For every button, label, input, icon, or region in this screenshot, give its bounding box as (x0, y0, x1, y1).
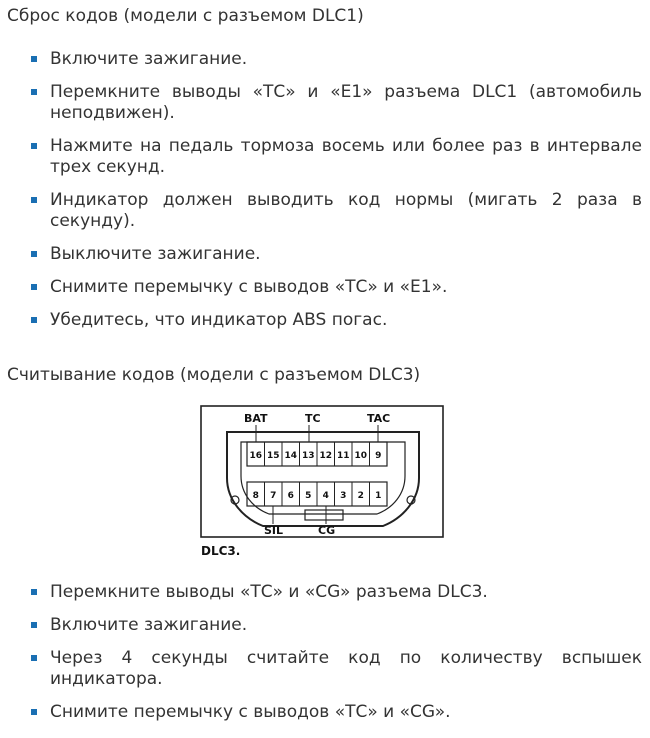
list-item (0, 702, 650, 723)
list-item (0, 136, 650, 178)
list-item (0, 615, 650, 636)
pin-number: 10 (354, 451, 368, 461)
bullet-icon (31, 709, 37, 715)
reset-steps-list (0, 49, 650, 331)
list-item-text: Включите зажигание. (50, 615, 248, 635)
label-bat: BAT (244, 412, 268, 425)
list-item (0, 244, 650, 265)
pin-number: 4 (322, 491, 329, 501)
list-item (0, 648, 650, 690)
pin-number: 6 (287, 491, 294, 501)
list-item (0, 277, 650, 298)
pin-number: 12 (319, 451, 333, 461)
bullet-icon (31, 56, 37, 62)
bullet-icon (31, 143, 37, 149)
list-item-text: Нажмите на педаль тормоза восемь или более раз в интервале трех секунд. (50, 136, 642, 177)
section-reset-heading: Сброс кодов (модели с разъемом DLC1) (7, 6, 364, 26)
bullet-icon (31, 89, 37, 95)
pin-number: 8 (252, 491, 259, 501)
read-steps-list (0, 582, 650, 723)
bullet-icon (31, 197, 37, 203)
bullet-icon (31, 589, 37, 595)
pin-number: 16 (249, 451, 263, 461)
section-read-heading: Считывание кодов (модели с разъемом DLC3) (7, 365, 421, 385)
pin-number: 9 (375, 451, 382, 461)
pin-number: 5 (305, 491, 312, 501)
bullet-icon (31, 317, 37, 323)
list-item-text: Снимите перемычку с выводов «ТС» и «CG». (50, 702, 451, 722)
list-item-text: Перемкните выводы «ТС» и «Е1» разъема DLC1 (автомобиль неподвижен). (50, 82, 642, 123)
dlc3-connector-diagram (197, 404, 449, 560)
bullet-icon (31, 622, 37, 628)
list-item (0, 310, 650, 331)
label-cg: CG (318, 524, 336, 537)
list-item (0, 582, 650, 603)
pin-number: 7 (270, 491, 277, 501)
list-item (0, 82, 650, 124)
label-sil: SIL (264, 524, 284, 537)
list-item-text: Включите зажигание. (50, 49, 248, 69)
pin-number: 2 (357, 491, 364, 501)
pin-number: 11 (336, 451, 350, 461)
pin-number: 15 (266, 451, 280, 461)
list-item-text: Перемкните выводы «ТС» и «CG» разъема DLC3. (50, 582, 488, 602)
pin-number: 1 (375, 491, 382, 501)
list-item (0, 49, 650, 70)
list-item-text: Индикатор должен выводить код нормы (мигать 2 раза в секунду). (50, 190, 642, 231)
pin-number: 13 (301, 451, 315, 461)
bullet-icon (31, 284, 37, 290)
label-tc: TC (305, 412, 321, 425)
bullet-icon (31, 655, 37, 661)
list-item (0, 190, 650, 232)
list-item-text: Убедитесь, что индикатор ABS погас. (50, 310, 388, 330)
list-item-text: Через 4 секунды считайте код по количеству вспышек индикатора. (50, 648, 642, 689)
pin-number: 14 (284, 451, 298, 461)
pin-number: 3 (340, 491, 347, 501)
list-item-text: Выключите зажигание. (50, 244, 261, 264)
bullet-icon (31, 251, 37, 257)
label-tac: TAC (367, 412, 391, 425)
diagram-caption: DLC3. (201, 544, 241, 558)
list-item-text: Снимите перемычку с выводов «ТС» и «Е1». (50, 277, 448, 297)
